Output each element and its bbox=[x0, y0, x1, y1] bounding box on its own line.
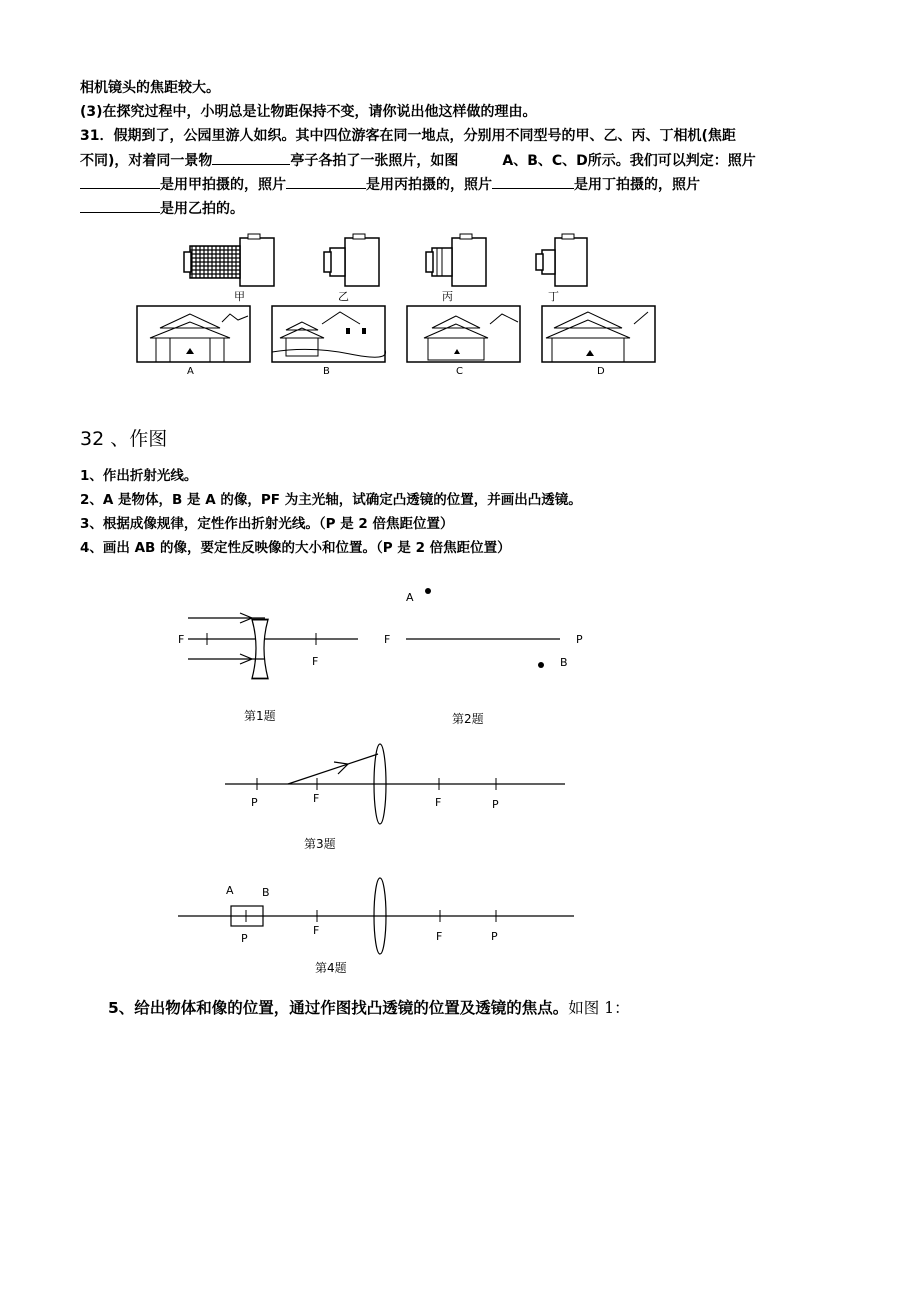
answer-blank[interactable] bbox=[80, 198, 160, 213]
q31-text: 不同)，对着同一景物 bbox=[80, 153, 213, 169]
figure-3 bbox=[220, 740, 570, 855]
photo-a bbox=[137, 306, 250, 362]
q31-line-4 bbox=[80, 198, 244, 219]
point-p-label: P bbox=[251, 796, 258, 809]
figure-2 bbox=[384, 588, 583, 726]
photo-b bbox=[272, 306, 386, 362]
focus-label: F bbox=[313, 792, 320, 805]
figure-4 bbox=[170, 872, 580, 982]
image-point bbox=[538, 662, 544, 668]
focus-label: F bbox=[436, 930, 443, 943]
camera-yi bbox=[324, 234, 379, 286]
incident-ray bbox=[288, 754, 378, 784]
q31-text: 是用丙拍摄的，照片 bbox=[366, 177, 492, 193]
focus-label: F bbox=[312, 655, 319, 668]
figure-caption: 第4题 bbox=[315, 961, 347, 975]
focus-label: F bbox=[178, 633, 185, 646]
text-line-2: (3)在探究过程中，小明总是让物距保持不变，请你说出他这样做的理由。 bbox=[80, 104, 537, 120]
object-point bbox=[425, 588, 431, 594]
photo-label-b: B bbox=[323, 366, 330, 377]
photo-label-d: D bbox=[597, 366, 605, 377]
object-a-label: A bbox=[406, 591, 414, 604]
figure-1 bbox=[178, 613, 358, 723]
section-title: 32 、作图 bbox=[80, 428, 168, 450]
focus-label: F bbox=[384, 633, 391, 646]
point-p-label: P bbox=[491, 930, 498, 943]
camera-label-ding: 丁 bbox=[548, 290, 559, 303]
q31-text: 是用乙拍的。 bbox=[160, 201, 244, 217]
q31-line-2 bbox=[80, 150, 756, 171]
answer-blank[interactable] bbox=[80, 174, 160, 189]
photo-label-a: A bbox=[187, 366, 194, 377]
camera-ding bbox=[536, 234, 587, 286]
image-b-label: B bbox=[560, 656, 568, 669]
figure-caption: 第3题 bbox=[304, 837, 336, 851]
camera-label-yi: 乙 bbox=[338, 290, 349, 303]
camera-label-bing: 丙 bbox=[442, 290, 453, 303]
point-p-label: P bbox=[241, 932, 248, 945]
photo-d bbox=[542, 306, 655, 362]
point-p-label: P bbox=[492, 798, 499, 811]
answer-blank[interactable] bbox=[212, 150, 290, 165]
point-p-label: P bbox=[576, 633, 583, 646]
q31-line-3 bbox=[80, 174, 700, 195]
photo-label-c: C bbox=[456, 366, 463, 377]
task-item-5 bbox=[108, 996, 630, 1018]
answer-blank[interactable] bbox=[286, 174, 366, 189]
q31-text: 是用丁拍摄的，照片 bbox=[574, 177, 700, 193]
q31-line-1: 31．假期到了，公园里游人如织。其中四位游客在同一地点，分别用不同型号的甲、乙、丙、丁相机(焦距 bbox=[80, 128, 736, 144]
task-item-5-ref: 如图 1： bbox=[568, 999, 630, 1017]
object-a-label: A bbox=[226, 884, 234, 897]
figures-1-2 bbox=[170, 575, 600, 735]
cameras-photos-figure bbox=[130, 228, 605, 378]
focus-label: F bbox=[435, 796, 442, 809]
text-line-1: 相机镜头的焦距较大。 bbox=[80, 80, 220, 96]
figure-caption: 第1题 bbox=[244, 709, 276, 723]
q31-text: 亭子各拍了一张照片，如图 bbox=[290, 153, 459, 169]
task-item-2: 2、A 是物体，B 是 A 的像，PF 为主光轴，试确定凸透镜的位置，并画出凸透镜。 bbox=[80, 492, 582, 508]
object-b-label: B bbox=[262, 886, 270, 899]
figure-caption: 第2题 bbox=[452, 712, 484, 726]
camera-jia bbox=[184, 234, 274, 286]
q31-text: A、B、C、D所示。我们可以判定：照片 bbox=[502, 153, 756, 169]
focus-label: F bbox=[313, 924, 320, 937]
task-item-1: 1、作出折射光线。 bbox=[80, 468, 198, 484]
camera-label-jia: 甲 bbox=[234, 290, 245, 303]
task-item-4: 4、画出 AB 的像，要定性反映像的大小和位置。（P 是 2 倍焦距位置） bbox=[80, 540, 511, 556]
answer-blank[interactable] bbox=[492, 174, 574, 189]
task-item-5-text: 5、给出物体和像的位置，通过作图找凸透镜的位置及透镜的焦点。 bbox=[108, 999, 569, 1017]
camera-bing bbox=[426, 234, 486, 286]
photo-c bbox=[407, 306, 520, 362]
task-item-3: 3、根据成像规律，定性作出折射光线。（P 是 2 倍焦距位置） bbox=[80, 516, 454, 532]
q31-text: 是用甲拍摄的，照片 bbox=[160, 177, 286, 193]
concave-lens bbox=[252, 620, 268, 679]
